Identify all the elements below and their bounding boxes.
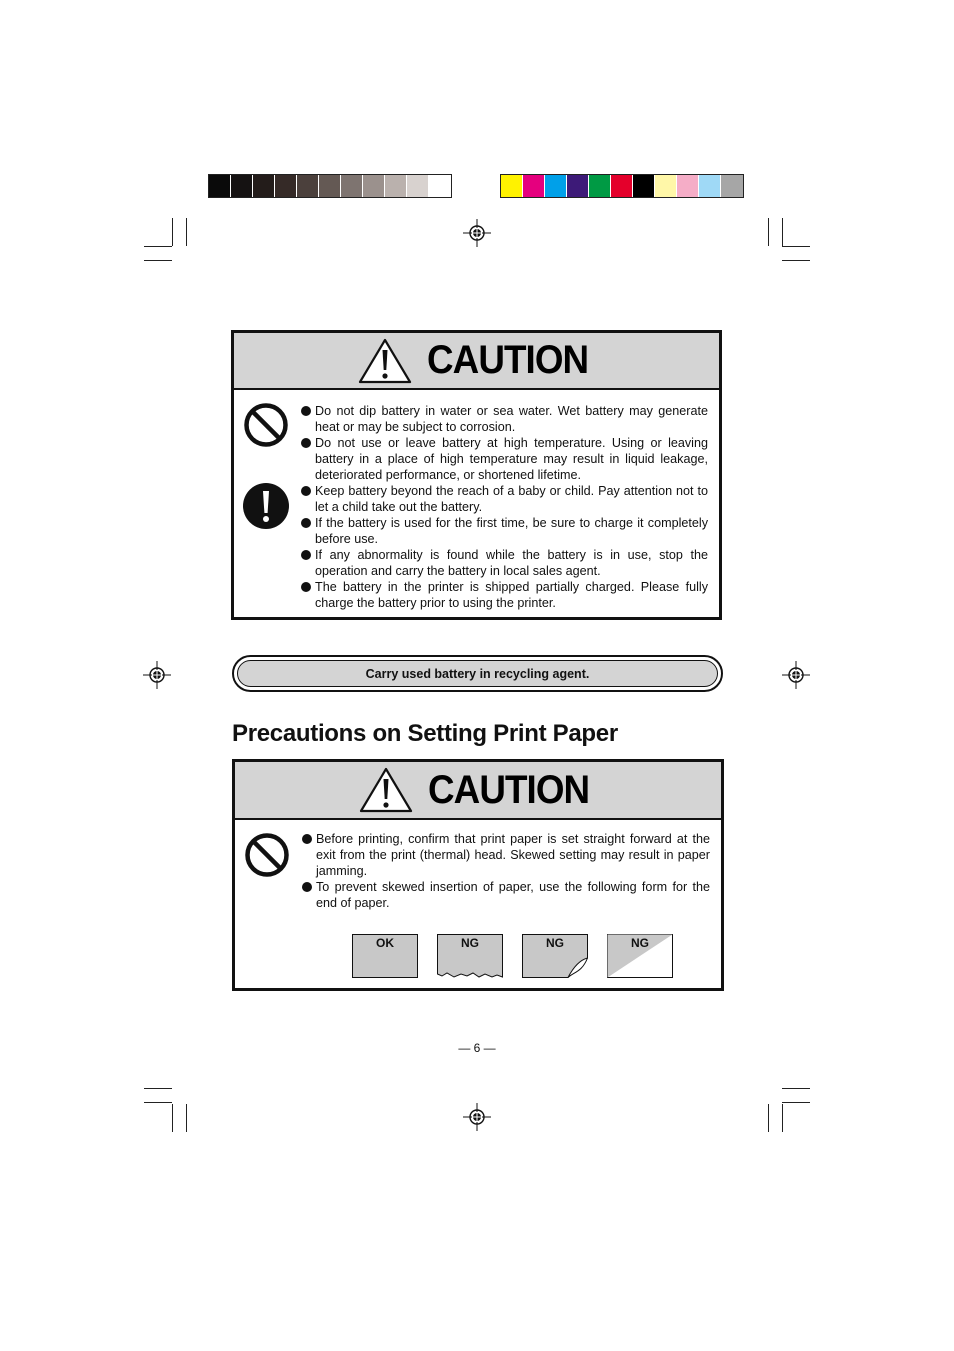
crop-mark bbox=[186, 1104, 187, 1132]
crop-mark bbox=[768, 1104, 769, 1132]
battery-caution-box bbox=[231, 330, 722, 620]
warning-triangle-icon bbox=[359, 767, 413, 813]
registration-mark-icon bbox=[463, 219, 491, 247]
page-number: — 6 — bbox=[458, 1041, 496, 1055]
crop-mark bbox=[782, 218, 783, 246]
crop-mark bbox=[144, 1088, 172, 1089]
registration-mark-icon bbox=[463, 1103, 491, 1131]
color-swatch bbox=[341, 175, 363, 197]
color-swatch bbox=[297, 175, 319, 197]
paper-label: NG bbox=[631, 936, 649, 950]
color-swatch bbox=[677, 175, 699, 197]
list-item: Before printing, confirm that print paper is set straight forward at the exit from the print (thermal) head. Skewed setting may result in paper jamming. bbox=[302, 831, 710, 879]
recycle-note-text: Carry used battery in recycling agent. bbox=[237, 660, 718, 687]
crop-mark bbox=[186, 218, 187, 246]
caution-header bbox=[234, 333, 719, 390]
caution-title: CAUTION bbox=[428, 767, 590, 812]
color-swatch bbox=[385, 175, 407, 197]
list-item: Keep battery beyond the reach of a baby or child. Pay attention not to let a child take out the battery. bbox=[301, 483, 708, 515]
crop-mark bbox=[782, 1088, 810, 1089]
registration-mark-icon bbox=[782, 661, 810, 689]
crop-mark bbox=[144, 1102, 172, 1103]
color-swatch bbox=[545, 175, 567, 197]
color-swatch bbox=[363, 175, 385, 197]
prohibited-icon bbox=[244, 832, 290, 878]
paper-label: NG bbox=[461, 936, 479, 950]
paper-label: NG bbox=[546, 936, 564, 950]
list-item: Do not use or leave battery at high temperature. Using or leaving battery in a place of high temperature may result in liquid leakage, deteriorated performance, or shortened lifetime. bbox=[301, 435, 708, 483]
color-swatch bbox=[589, 175, 611, 197]
caution-title: CAUTION bbox=[426, 338, 589, 382]
color-swatch bbox=[253, 175, 275, 197]
list-item: Do not dip battery in water or sea water. Wet battery may generate heat or may be subject to corrosion. bbox=[301, 403, 708, 435]
color-swatch bbox=[633, 175, 655, 197]
color-swatch bbox=[523, 175, 545, 197]
color-swatch bbox=[275, 175, 297, 197]
color-swatch bbox=[319, 175, 341, 197]
crop-mark bbox=[172, 218, 173, 246]
mandatory-action-icon bbox=[242, 482, 290, 530]
crop-mark bbox=[782, 246, 810, 247]
battery-caution-list bbox=[301, 403, 708, 611]
paper-example-diagonal bbox=[607, 934, 673, 978]
crop-mark bbox=[144, 246, 172, 247]
list-item: If the battery is used for the first time, be sure to charge it completely before use. bbox=[301, 515, 708, 547]
crop-mark bbox=[782, 1102, 810, 1103]
prohibited-icon bbox=[243, 402, 289, 448]
list-item: To prevent skewed insertion of paper, use the following form for the end of paper. bbox=[302, 879, 710, 911]
color-swatch bbox=[567, 175, 589, 197]
recycle-note bbox=[232, 655, 723, 692]
cmyk-color-bar bbox=[500, 174, 744, 198]
crop-mark bbox=[782, 1104, 783, 1132]
crop-mark bbox=[768, 218, 769, 246]
color-swatch bbox=[721, 175, 743, 197]
color-swatch bbox=[231, 175, 253, 197]
color-swatch bbox=[429, 175, 451, 197]
gray-color-bar bbox=[208, 174, 452, 198]
color-swatch bbox=[699, 175, 721, 197]
paper-example-ok bbox=[352, 934, 418, 978]
color-swatch bbox=[611, 175, 633, 197]
warning-triangle-icon bbox=[358, 338, 412, 384]
color-swatch bbox=[407, 175, 429, 197]
crop-mark bbox=[172, 1104, 173, 1132]
caution-header bbox=[235, 762, 721, 820]
paper-example-torn bbox=[437, 934, 503, 978]
section-title: Precautions on Setting Print Paper bbox=[232, 720, 618, 747]
crop-mark bbox=[144, 260, 172, 261]
registration-mark-icon bbox=[143, 661, 171, 689]
color-swatch bbox=[501, 175, 523, 197]
crop-mark bbox=[782, 260, 810, 261]
color-swatch bbox=[209, 175, 231, 197]
color-swatch bbox=[655, 175, 677, 197]
list-item: The battery in the printer is shipped partially charged. Please fully charge the battery prior to using the printer. bbox=[301, 579, 708, 611]
paper-example-curled bbox=[522, 934, 588, 978]
paper-caution-list bbox=[302, 831, 710, 911]
list-item: If any abnormality is found while the battery is in use, stop the operation and carry the battery in local sales agent. bbox=[301, 547, 708, 579]
paper-label: OK bbox=[376, 936, 394, 950]
